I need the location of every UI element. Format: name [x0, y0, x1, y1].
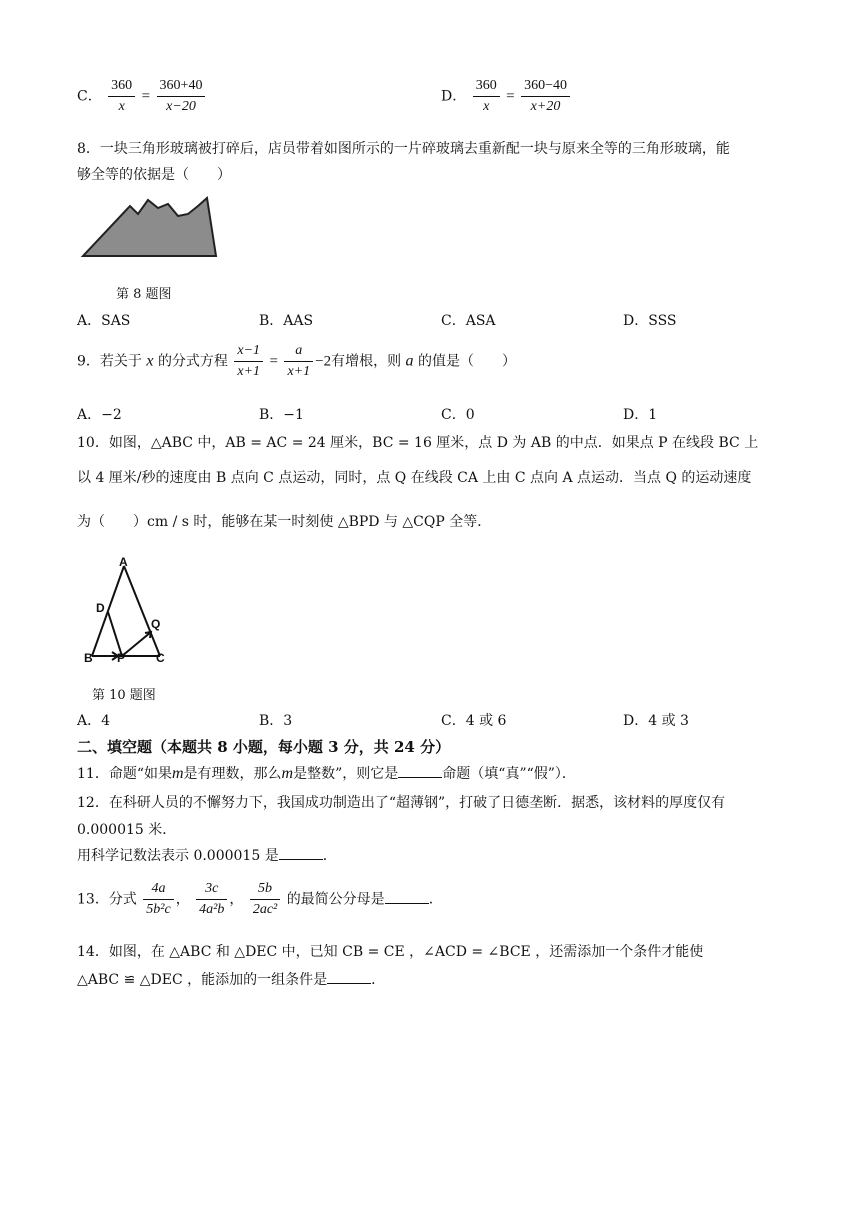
q10-option-c: C．4 或 6	[441, 713, 507, 729]
q10-option-b: B．3	[259, 713, 293, 729]
label-b: B	[84, 651, 93, 665]
q9-option-b: B．−1	[259, 407, 304, 423]
q9-stem: 9．若关于 x 的分式方程 $\frac{x-1}{x+1}$ = $\frac{a}{x+1}$ −2有增根，则 a 的值是（ ）	[77, 343, 516, 379]
broken-glass-figure	[80, 196, 220, 262]
glass-shard-shape	[83, 198, 216, 256]
q8-stem-line1: 8．一块三角形玻璃被打碎后，店员带着如图所示的一片碎玻璃去重新配一块与原来全等的三角形玻璃，能	[77, 141, 730, 157]
q9-fraction-1: $\frac{x-1}{x+1}$	[234, 343, 263, 380]
q10-figure-caption: 第 10 题图	[92, 688, 156, 703]
q7-option-d: D． $\frac{360}{x}$ = $\frac{360-40}{x+20}$	[441, 78, 572, 115]
q12-stem-line3: 用科学记数法表示 0.000015 是 ．	[77, 848, 337, 864]
q10-option-a: A．4	[77, 713, 111, 729]
q8-option-d: D．SSS	[623, 313, 677, 329]
label-c: C	[156, 651, 165, 665]
label-a: A	[119, 556, 128, 569]
q7-option-c-lhs-fraction: $\frac{360}{x}$	[108, 78, 135, 115]
label-q: Q	[151, 617, 161, 631]
q8-stem-line2: 够全等的依据是（ ）	[77, 167, 231, 183]
q8-figure-caption: 第 8 题图	[116, 287, 172, 302]
q10-stem-line3: 为（ ）cm / s 时，能够在某一时刻使 △BPD 与 △CQP 全等．	[77, 514, 492, 530]
q12-answer-blank[interactable]	[279, 847, 323, 860]
q10-option-d: D．4 或 3	[623, 713, 689, 729]
q7-option-d-label: D．	[441, 88, 467, 105]
q8-option-b: B．AAS	[259, 313, 314, 329]
q13-stem: 13．分式 $\frac{4a}{\text{5b²c}}$ ， $\frac{3c}{\text{4a²b}}$ ， $\frac{5b}{\text{2ac²}}$ 的最简公分母是 ．	[77, 881, 443, 917]
q8-option-a: A．SAS	[77, 313, 131, 329]
q9-option-c: C．0	[441, 407, 475, 423]
q7-option-d-lhs-fraction: $\frac{360}{x}$	[473, 78, 500, 115]
q8-option-c: C．ASA	[441, 313, 496, 329]
q7-option-c-rhs-fraction: $\frac{360+40}{x-20}$	[157, 78, 206, 115]
q11-answer-blank[interactable]	[398, 765, 442, 778]
q14-answer-blank[interactable]	[327, 971, 371, 984]
section-2-title: 二、填空题（本题共 8 小题，每小题 3 分，共 24 分）	[77, 738, 451, 756]
triangle-abc-figure	[84, 556, 176, 666]
q7-option-c: C． $\frac{360}{x}$ = $\frac{360+40}{x-20}$	[77, 78, 207, 115]
label-d: D	[96, 601, 105, 615]
q9-fraction-2: $\frac{a}{x+1}$	[284, 343, 313, 380]
q14-stem-line1: 14．如图，在 △ABC 和 △DEC 中，已知 CB = CE ，∠ACD = ∠BCE ，还需添加一个条件才能使	[77, 944, 704, 960]
q10-stem-line2: 以 4 厘米/秒的速度由 B 点向 C 点运动，同时，点 Q 在线段 CA 上由 C 点向 A 点运动．当点 Q 的运动速度	[77, 470, 752, 486]
q13-fraction-2: $\frac{3c}{\text{4a²b}}$	[196, 881, 227, 918]
q14-stem-line2: △ABC ≌ △DEC ，能添加的一组条件是 ．	[77, 972, 386, 988]
q13-fraction-3: $\frac{5b}{\text{2ac²}}$	[250, 881, 280, 918]
q13-answer-blank[interactable]	[385, 891, 429, 904]
q12-stem-line1: 12．在科研人员的不懈努力下，我国成功制造出了“超薄钢”，打破了日德垄断．据悉，该材料的厚度仅有	[77, 795, 726, 811]
q7-option-c-label: C．	[77, 88, 102, 105]
q10-stem-line1: 10．如图，△ABC 中，AB = AC = 24 厘米，BC = 16 厘米，点 D 为 AB 的中点．如果点 P 在线段 BC 上	[77, 435, 759, 451]
q11-stem: 11．命题“如果m是有理数，那么m是整数”，则它是 命题（填“真”“假”）．	[77, 765, 576, 782]
q9-option-d: D．1	[623, 407, 658, 423]
q9-option-a: A．−2	[77, 407, 122, 423]
q13-fraction-1: $\frac{4a}{\text{5b²c}}$	[143, 881, 173, 918]
label-p: P	[117, 651, 126, 665]
q12-stem-line2: 0.000015 米．	[77, 822, 177, 838]
q7-option-d-rhs-fraction: $\frac{360-40}{x+20}$	[521, 78, 570, 115]
